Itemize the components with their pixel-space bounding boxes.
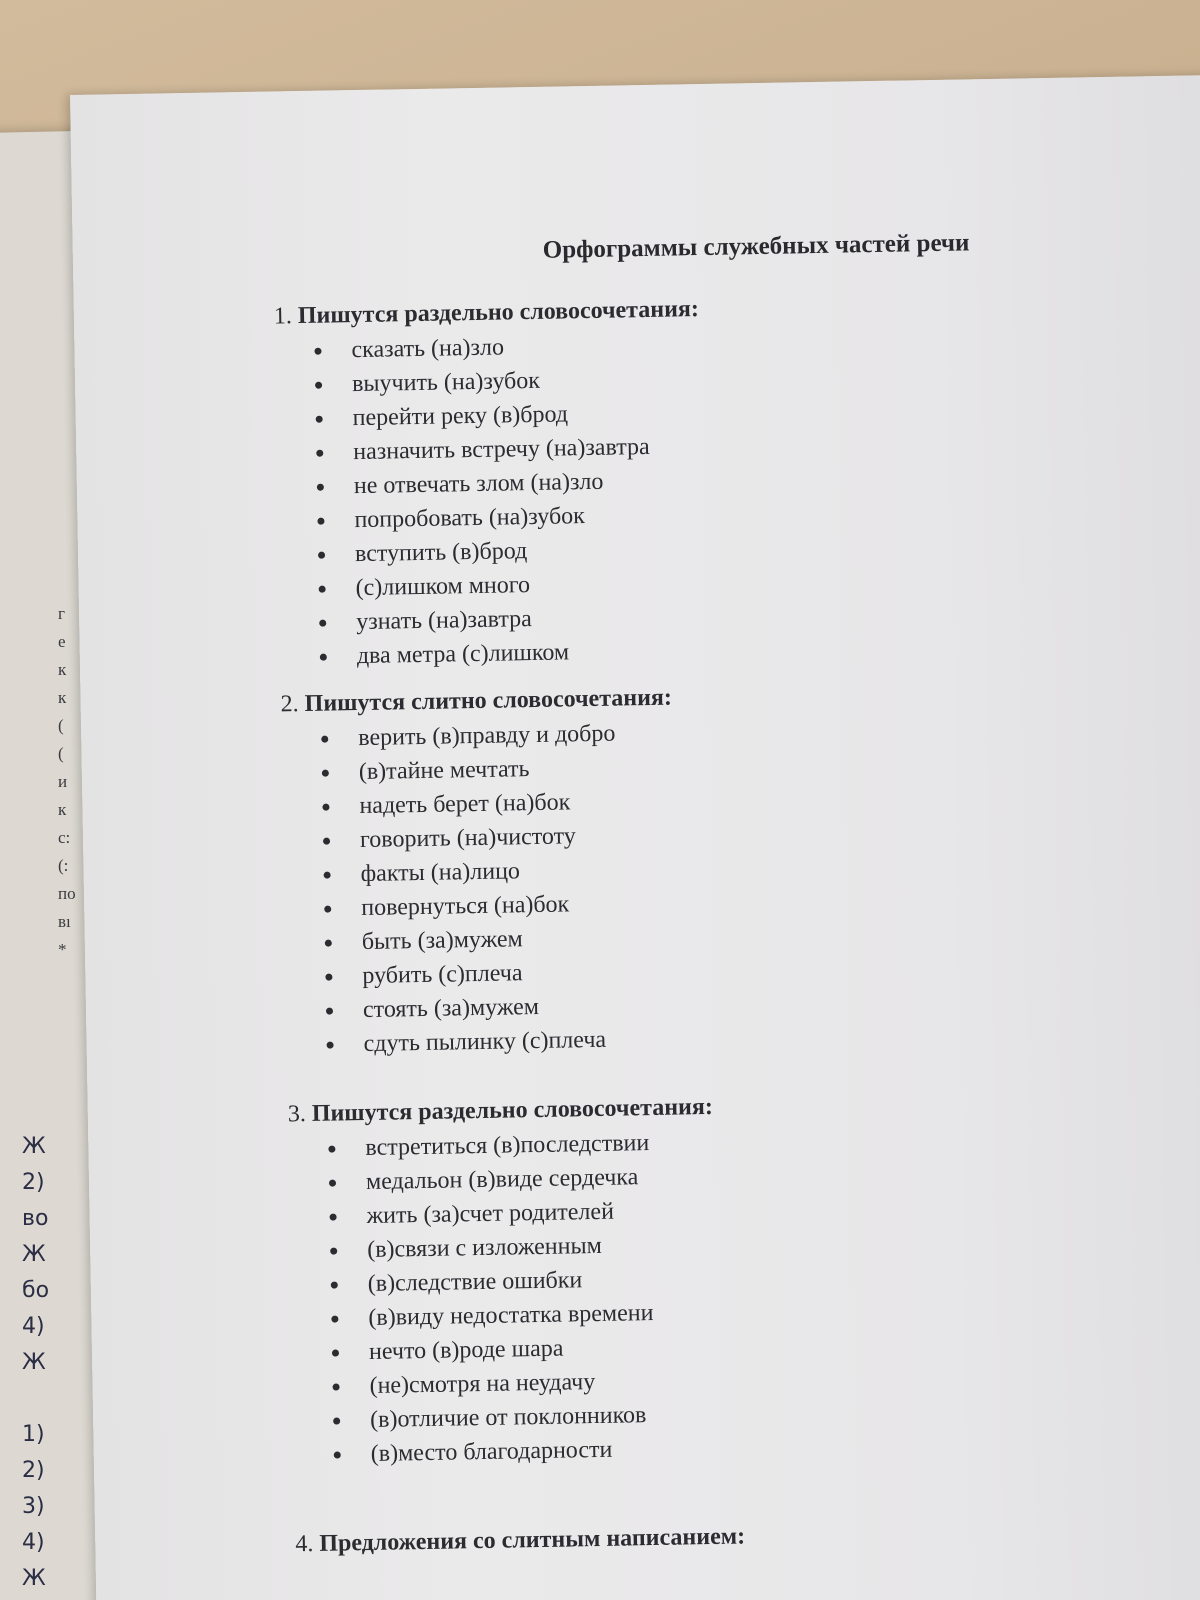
phrase: повернуться (на)бок [361,891,570,922]
phrase: быть (за)мужем [361,926,523,956]
bullet-icon [332,1349,339,1356]
phrase: попробовать (на)зубок [354,503,586,534]
margin-mark: Ж [22,1350,46,1375]
margin-mark: 4) [22,1314,45,1339]
phrase: жить (за)счет родителей [366,1198,615,1229]
bullet-icon [331,1281,338,1288]
phrase: (в)отличие от поклонников [369,1402,647,1433]
bullet-icon [322,769,329,776]
margin-mark [22,1382,72,1418]
fragment: (: [58,856,69,875]
phrase: рубить (с)плеча [362,960,523,990]
phrase: надеть берет (на)бок [359,789,571,820]
fragment: к [58,688,67,707]
fragment: ( [58,744,64,763]
phrase: выучить (на)зубок [351,367,541,398]
bullet-icon [322,803,329,810]
fragment: с: [58,828,71,847]
phrase: узнать (на)завтра [356,606,533,636]
margin-mark: бо [22,1278,50,1303]
margin-mark: 4) [22,1530,45,1555]
fragment: ( [58,716,64,735]
section-2 [280,685,678,1063]
section-heading-text: Пишутся раздельно словосочетания: [297,296,700,330]
list-item [333,1431,719,1472]
phrase: (в)место благодарности [370,1436,613,1467]
margin-mark: Ж [22,1134,46,1159]
list-item [316,429,702,470]
bullet-icon [319,585,326,592]
bullet-icon [324,871,331,878]
fragment: г [58,604,65,623]
phrase-list [274,327,705,674]
fragment: * [58,940,67,959]
fragment: к [58,660,67,679]
phrase: (в)следствие ошибки [367,1267,583,1297]
margin-mark: 3) [22,1494,45,1519]
phrase: не отвечать злом (на)зло [353,468,604,500]
bullet-icon [326,1007,333,1014]
section-heading [280,685,672,719]
bullet-icon [315,381,322,388]
bullet-icon [319,619,326,626]
section-heading-text: Предложения со слитным написанием: [319,1523,746,1557]
margin-mark: Ж [22,1566,46,1591]
phrase: (с)лишком много [355,572,531,602]
section-number: 1. [273,303,293,330]
bullet-icon [327,1041,334,1048]
section-number: 3. [287,1101,307,1128]
bullet-icon [325,939,332,946]
phrase: (в)виду недостатка времени [368,1300,654,1331]
bullet-icon [317,483,324,490]
bullet-icon [317,517,324,524]
section-number: 4. [295,1530,314,1558]
list-item [326,1022,678,1062]
bullet-icon [320,653,327,660]
handwritten-margin-marks [22,1130,72,1598]
bullet-icon [329,1179,336,1186]
bullet-icon [316,449,323,456]
margin-mark: во [22,1206,49,1231]
phrase-list [281,716,678,1063]
section-heading-text: Пишутся раздельно словосочетания: [311,1093,714,1127]
bullet-icon [331,1315,338,1322]
bullet-icon [318,551,325,558]
bullet-icon [333,1417,340,1424]
bullet-icon [333,1383,340,1390]
bullet-icon [324,905,331,912]
section-heading [295,1523,745,1558]
margin-mark: 2) [22,1458,45,1483]
bullet-icon [321,735,328,742]
phrase: встретиться (в)последствии [365,1130,650,1162]
section-1 [274,296,705,674]
section-heading [274,296,699,330]
bullet-icon [314,347,321,354]
bullet-icon [328,1145,335,1152]
section-heading [288,1094,713,1128]
phrase-list [288,1125,719,1472]
phrase: нечто (в)роде шара [368,1335,564,1365]
phrase: два метра (с)лишком [356,639,570,670]
bullet-icon [323,837,330,844]
section-4 [295,1523,745,1562]
phrase: (в)тайне мечтать [358,756,530,786]
phrase: сказать (на)зло [351,334,505,364]
phrase: вступить (в)брод [354,538,528,568]
bullet-icon [316,415,323,422]
fragment: к [58,800,67,819]
margin-mark: 1) [22,1422,45,1447]
bullet-icon [325,973,332,980]
phrase: медальон (в)виде сердечка [365,1164,639,1195]
section-heading-text: Пишутся слитно словосочетания: [304,684,673,717]
phrase: говорить (на)чистоту [359,823,577,854]
phrase: (в)связи с изложенным [366,1232,603,1263]
document-title: Орфограммы служебных частей речи [542,229,970,264]
phrase: (не)смотря на неудачу [369,1369,596,1399]
phrase: перейти реку (в)брод [352,401,569,432]
margin-mark: Ж [22,1242,46,1267]
paper-sheet [70,74,1200,1600]
section-number: 2. [280,691,299,718]
phrase: факты (на)лицо [360,858,521,888]
phrase: стоять (за)мужем [362,993,540,1024]
list-item [320,633,706,674]
bullet-icon [334,1451,341,1458]
phrase: верить (в)правду и добро [358,720,616,752]
fragment: по [58,884,76,903]
phrase: сдуть пылинку (с)плеча [363,1026,607,1058]
phrase: назначить встречу (на)завтра [353,433,650,466]
fragment: е [58,632,66,651]
fragment: и [58,772,68,791]
section-3 [288,1094,719,1472]
bullet-icon [330,1213,337,1220]
bullet-icon [330,1247,337,1254]
fragment: вı [58,912,71,931]
margin-mark: 2) [22,1170,45,1195]
